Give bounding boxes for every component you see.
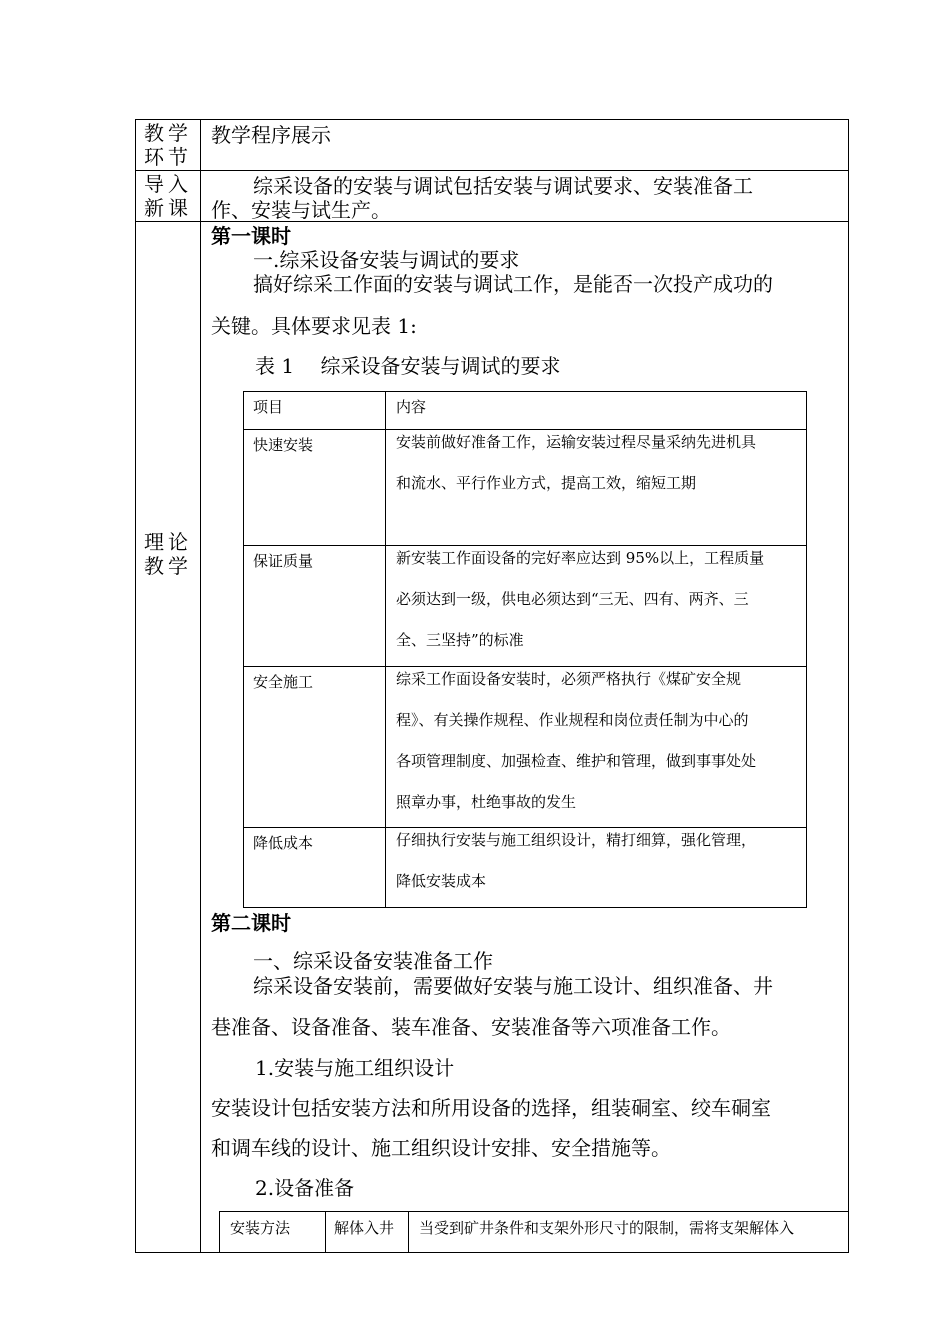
t2-col3: 当受到矿井条件和支架外形尺寸的限制，需将支架解体入 — [419, 1219, 795, 1237]
header-content: 教学程序展示 — [211, 123, 331, 147]
t1-row3-line3: 各项管理制度、加强检查、维护和管理，做到事事处处 — [396, 752, 757, 770]
t2-top — [219, 1211, 849, 1212]
t2-div2 — [408, 1211, 409, 1253]
outer-table-bottom-border — [135, 1252, 849, 1253]
t1-row2-line3: 全、三坚持”的标准 — [396, 631, 524, 649]
t1-row2-item: 保证质量 — [253, 552, 314, 570]
outer-table-left-border — [135, 119, 136, 1253]
sub1-line1: 安装设计包括安装方法和所用设备的选择，组装硐室、绞车硐室 — [211, 1096, 771, 1120]
lesson1-para-line2: 关键。具体要求见表 1: — [211, 314, 417, 338]
t1-mid — [385, 391, 386, 908]
theory-label-line2: 教学 — [144, 554, 192, 578]
header-label-line2: 环节 — [144, 145, 192, 169]
table1-caption: 表 1 综采设备安装与调试的要求 — [255, 354, 561, 378]
lesson2-para-line2: 巷准备、设备准备、装车准备、安装准备等六项准备工作。 — [211, 1015, 731, 1039]
t1-row3-line1: 综采工作面设备安装时，必须严格执行《煤矿安全规 — [396, 670, 742, 688]
t1-row1-item: 快速安装 — [253, 436, 314, 454]
t1-header-content: 内容 — [396, 398, 427, 416]
theory-label-cell — [144, 530, 192, 578]
t1-row4-line2: 降低安装成本 — [396, 872, 487, 890]
lesson2-para-line1: 综采设备安装前，需要做好安装与施工设计、组织准备、井 — [253, 974, 773, 998]
t2-left — [219, 1211, 220, 1253]
t1-row3-item: 安全施工 — [253, 673, 314, 691]
lesson1-section-title: 一.综采设备安装与调试的要求 — [253, 248, 520, 272]
header-label-line1: 教学 — [144, 121, 192, 145]
outer-table-row1-border — [135, 170, 849, 171]
outer-table-top-border — [135, 119, 849, 120]
sub2-title: 2.设备准备 — [255, 1176, 355, 1200]
t2-div1 — [325, 1211, 326, 1253]
t1-row4-content — [396, 820, 802, 902]
t2-col1: 安装方法 — [230, 1219, 291, 1237]
intro-line1: 综采设备的安装与调试包括安装与调试要求、安装准备工 — [253, 174, 753, 198]
outer-table-right-border — [848, 119, 849, 1253]
intro-line2: 作、安装与试生产。 — [211, 198, 391, 222]
t1-right — [806, 391, 807, 908]
t1-row2-line2: 必须达到一级，供电必须达到“三无、四有、两齐、三 — [396, 590, 749, 608]
t1-row1-line1: 安装前做好准备工作，运输安装过程尽量采纳先进机具 — [396, 433, 757, 451]
sub1-title: 1.安装与施工组织设计 — [255, 1056, 455, 1080]
theory-label-line1: 理论 — [144, 530, 192, 554]
intro-label-line2: 新课 — [144, 196, 192, 220]
t1-row4-item: 降低成本 — [253, 834, 314, 852]
t1-row3-content — [396, 659, 802, 823]
t1-row1-content — [396, 422, 802, 504]
t1-row3-line2: 程》、有关操作规程、作业规程和岗位责任制为中心的 — [396, 711, 749, 729]
intro-label-cell — [144, 172, 192, 220]
t2-col2: 解体入井 — [334, 1219, 395, 1237]
t1-header-item: 项目 — [253, 398, 284, 416]
t1-row1-line2: 和流水、平行作业方式，提高工效，缩短工期 — [396, 474, 697, 492]
lesson1-para-line1: 搞好综采工作面的安装与调试工作，是能否一次投产成功的 — [253, 272, 773, 296]
t1-row4-line1: 仔细执行安装与施工组织设计，精打细算，强化管理， — [396, 831, 757, 849]
lesson2-section-title: 一、综采设备安装准备工作 — [253, 949, 493, 973]
lesson2-heading: 第二课时 — [211, 911, 291, 935]
t1-row2-line1: 新安装工作面设备的完好率应达到 95%以上，工程质量 — [396, 549, 765, 567]
t1-row3-line4: 照章办事，杜绝事故的发生 — [396, 793, 577, 811]
lesson1-heading: 第一课时 — [211, 224, 291, 248]
t1-bottom — [243, 907, 807, 908]
t1-left — [243, 391, 244, 908]
sub1-line2: 和调车线的设计、施工组织设计安排、安全措施等。 — [211, 1136, 671, 1160]
outer-table-col-divider — [200, 119, 201, 1253]
header-label-cell — [144, 121, 192, 169]
intro-label-line1: 导入 — [144, 172, 192, 196]
t1-row2-content — [396, 538, 802, 661]
t1-top — [243, 391, 807, 392]
